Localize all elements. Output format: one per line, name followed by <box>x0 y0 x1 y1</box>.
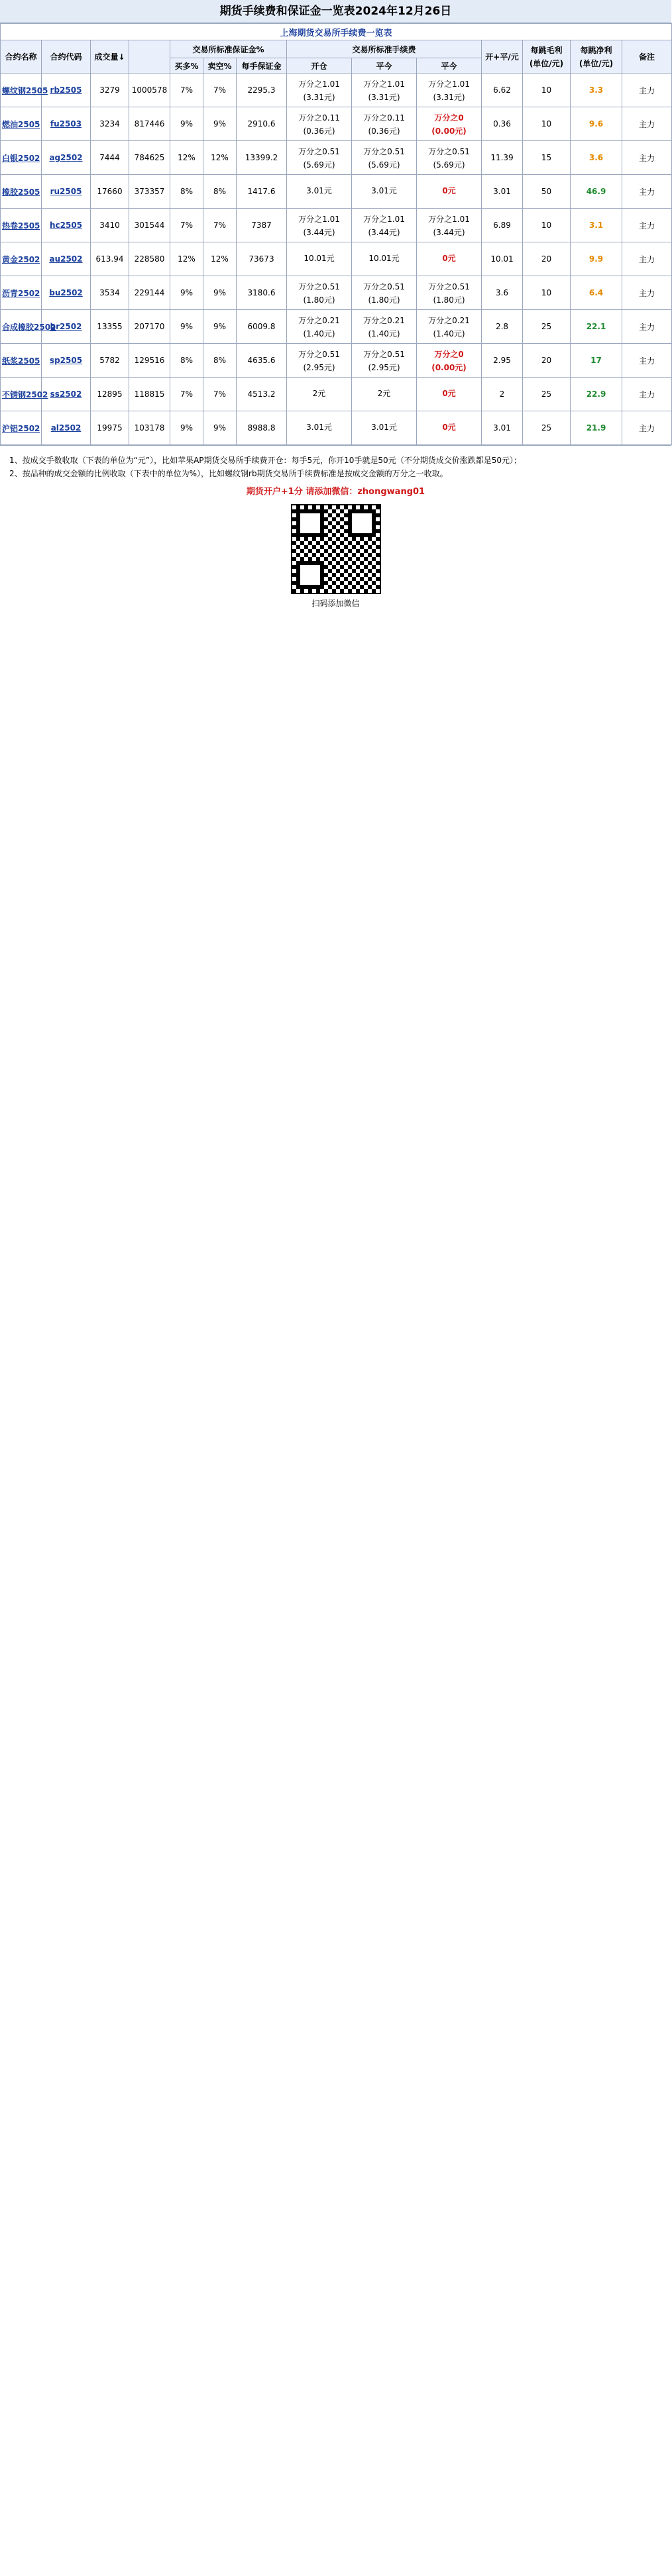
close-today-fee-cell: 0元 <box>417 411 482 445</box>
tick-net-cell: 3.6 <box>571 141 622 175</box>
close-today-fee-cell: 万分之0 (0.00元) <box>417 344 482 378</box>
long-margin-cell: 12% <box>170 141 203 175</box>
note-cell: 主力 <box>622 378 672 411</box>
footer-notes <box>0 445 671 625</box>
round-trip-cell: 3.01 <box>482 411 523 445</box>
contract-code[interactable]: au2502 <box>42 242 91 276</box>
open-fee-cell: 3.01元 <box>287 411 352 445</box>
contract-code[interactable]: ru2505 <box>42 175 91 209</box>
close-today-fee-cell: 万分之0.21 (1.40元) <box>417 310 482 344</box>
qr-code-icon <box>291 504 381 594</box>
volume-cell: 3279 <box>91 74 129 107</box>
volume-cell: 3234 <box>91 107 129 141</box>
contract-code[interactable]: sp2505 <box>42 344 91 378</box>
col-oi <box>129 40 170 74</box>
open-interest-cell: 118815 <box>129 378 170 411</box>
round-trip-cell: 6.89 <box>482 209 523 242</box>
per-lot-margin-cell: 6009.8 <box>237 310 287 344</box>
tick-net-cell: 9.6 <box>571 107 622 141</box>
short-margin-cell: 9% <box>203 276 237 310</box>
fee-sheet <box>0 0 671 625</box>
section-title: 上海期货交易所手续费一览表 <box>1 24 672 40</box>
note-cell: 主力 <box>622 107 672 141</box>
col-volume[interactable]: 成交量↓ <box>91 40 129 74</box>
table-row <box>1 175 672 209</box>
tick-net-cell: 21.9 <box>571 411 622 445</box>
close-today-fee-cell: 0元 <box>417 175 482 209</box>
volume-cell: 19975 <box>91 411 129 445</box>
long-margin-cell: 9% <box>170 107 203 141</box>
table-row <box>1 378 672 411</box>
table-row <box>1 209 672 242</box>
close-fee-cell: 万分之1.01 (3.44元) <box>352 209 417 242</box>
tick-profit-cell: 20 <box>523 242 571 276</box>
tick-net-cell: 3.1 <box>571 209 622 242</box>
qr-caption: 扫码添加微信 <box>311 599 360 608</box>
volume-cell: 7444 <box>91 141 129 175</box>
col-profit: 每跳毛利 (单位/元) <box>523 40 571 74</box>
long-margin-cell: 9% <box>170 411 203 445</box>
contract-name[interactable]: 燃油2505 <box>1 107 42 141</box>
contract-name[interactable]: 合成橡胶2502 <box>1 310 42 344</box>
tick-profit-cell: 15 <box>523 141 571 175</box>
per-lot-margin-cell: 1417.6 <box>237 175 287 209</box>
contract-name[interactable]: 黄金2502 <box>1 242 42 276</box>
note-cell: 主力 <box>622 242 672 276</box>
close-fee-cell: 万分之1.01 (3.31元) <box>352 74 417 107</box>
short-margin-cell: 8% <box>203 344 237 378</box>
close-fee-cell: 3.01元 <box>352 411 417 445</box>
close-today-fee-cell: 0元 <box>417 242 482 276</box>
open-interest-cell: 301544 <box>129 209 170 242</box>
round-trip-cell: 3.01 <box>482 175 523 209</box>
volume-cell: 5782 <box>91 344 129 378</box>
open-interest-cell: 784625 <box>129 141 170 175</box>
close-today-fee-cell: 0元 <box>417 378 482 411</box>
contract-name[interactable]: 螺纹钢2505 <box>1 74 42 107</box>
long-margin-cell: 8% <box>170 175 203 209</box>
short-margin-cell: 9% <box>203 310 237 344</box>
col-tick: 开+平/元 <box>482 40 523 74</box>
open-interest-cell: 207170 <box>129 310 170 344</box>
col-fee-group: 交易所标准手续费 <box>287 40 482 58</box>
close-today-fee-cell: 万分之1.01 (3.44元) <box>417 209 482 242</box>
tick-profit-cell: 10 <box>523 276 571 310</box>
col-close: 平今 <box>352 58 417 74</box>
open-interest-cell: 229144 <box>129 276 170 310</box>
per-lot-margin-cell: 73673 <box>237 242 287 276</box>
close-fee-cell: 万分之0.51 (1.80元) <box>352 276 417 310</box>
open-interest-cell: 373357 <box>129 175 170 209</box>
contract-code[interactable]: fu2503 <box>42 107 91 141</box>
open-interest-cell: 1000578 <box>129 74 170 107</box>
contract-name[interactable]: 纸浆2505 <box>1 344 42 378</box>
open-fee-cell: 2元 <box>287 378 352 411</box>
contract-code[interactable]: ag2502 <box>42 141 91 175</box>
long-margin-cell: 7% <box>170 209 203 242</box>
note-cell: 主力 <box>622 141 672 175</box>
short-margin-cell: 7% <box>203 378 237 411</box>
contract-code[interactable]: hc2505 <box>42 209 91 242</box>
volume-cell: 3534 <box>91 276 129 310</box>
note-cell: 主力 <box>622 310 672 344</box>
open-interest-cell: 228580 <box>129 242 170 276</box>
tick-profit-cell: 10 <box>523 74 571 107</box>
tick-net-cell: 3.3 <box>571 74 622 107</box>
close-today-fee-cell: 万分之0 (0.00元) <box>417 107 482 141</box>
short-margin-cell: 7% <box>203 209 237 242</box>
open-fee-cell: 万分之0.21 (1.40元) <box>287 310 352 344</box>
col-close-today: 平今 <box>417 58 482 74</box>
contract-code[interactable]: bu2502 <box>42 276 91 310</box>
promo-text: 期货开户+1分 请添加微信：zhongwang01 <box>246 487 425 497</box>
short-margin-cell: 9% <box>203 411 237 445</box>
col-note: 备注 <box>622 40 672 74</box>
short-margin-cell: 9% <box>203 107 237 141</box>
per-lot-margin-cell: 7387 <box>237 209 287 242</box>
col-name: 合约名称 <box>1 40 42 74</box>
page-title: 期货手续费和保证金一览表2024年12月26日 <box>0 0 671 23</box>
contract-name[interactable]: 橡胶2505 <box>1 175 42 209</box>
open-interest-cell: 103178 <box>129 411 170 445</box>
open-fee-cell: 万分之1.01 (3.31元) <box>287 74 352 107</box>
close-today-fee-cell: 万分之0.51 (5.69元) <box>417 141 482 175</box>
note-line-2: 2、按品种的成交金额的比例收取（下表中的单位为%），比如螺纹钢rb期货交易所手续费标准是按成交金额的万分之一收取。 <box>9 469 448 478</box>
col-per-lot: 每手保证金 <box>237 58 287 74</box>
tick-profit-cell: 50 <box>523 175 571 209</box>
table-row <box>1 411 672 445</box>
note-cell: 主力 <box>622 276 672 310</box>
contract-name[interactable]: 不锈钢2502 <box>1 378 42 411</box>
long-margin-cell: 7% <box>170 74 203 107</box>
volume-cell: 12895 <box>91 378 129 411</box>
close-fee-cell: 万分之0.51 (2.95元) <box>352 344 417 378</box>
note-cell: 主力 <box>622 411 672 445</box>
tick-net-cell: 22.1 <box>571 310 622 344</box>
table-row <box>1 242 672 276</box>
tick-profit-cell: 25 <box>523 378 571 411</box>
note-cell: 主力 <box>622 344 672 378</box>
round-trip-cell: 10.01 <box>482 242 523 276</box>
short-margin-cell: 8% <box>203 175 237 209</box>
per-lot-margin-cell: 8988.8 <box>237 411 287 445</box>
per-lot-margin-cell: 4635.6 <box>237 344 287 378</box>
contract-code[interactable]: rb2505 <box>42 74 91 107</box>
tick-profit-cell: 10 <box>523 209 571 242</box>
tick-net-cell: 6.4 <box>571 276 622 310</box>
long-margin-cell: 9% <box>170 276 203 310</box>
tick-profit-cell: 25 <box>523 411 571 445</box>
close-today-fee-cell: 万分之1.01 (3.31元) <box>417 74 482 107</box>
short-margin-cell: 7% <box>203 74 237 107</box>
open-fee-cell: 万分之0.51 (5.69元) <box>287 141 352 175</box>
long-margin-cell: 9% <box>170 310 203 344</box>
table-row <box>1 107 672 141</box>
table-row <box>1 141 672 175</box>
open-fee-cell: 3.01元 <box>287 175 352 209</box>
round-trip-cell: 2 <box>482 378 523 411</box>
open-interest-cell: 817446 <box>129 107 170 141</box>
per-lot-margin-cell: 2295.3 <box>237 74 287 107</box>
tick-net-cell: 9.9 <box>571 242 622 276</box>
fee-table <box>0 23 672 445</box>
col-margin-group: 交易所标准保证金% <box>170 40 287 58</box>
table-row <box>1 276 672 310</box>
table-row <box>1 310 672 344</box>
col-open: 开仓 <box>287 58 352 74</box>
tick-net-cell: 46.9 <box>571 175 622 209</box>
short-margin-cell: 12% <box>203 141 237 175</box>
note-cell: 主力 <box>622 209 672 242</box>
col-long: 买多% <box>170 58 203 74</box>
contract-code[interactable]: ss2502 <box>42 378 91 411</box>
tick-net-cell: 22.9 <box>571 378 622 411</box>
tick-profit-cell: 25 <box>523 310 571 344</box>
contract-name[interactable]: 热卷2505 <box>1 209 42 242</box>
close-fee-cell: 10.01元 <box>352 242 417 276</box>
tick-profit-cell: 10 <box>523 107 571 141</box>
long-margin-cell: 12% <box>170 242 203 276</box>
short-margin-cell: 12% <box>203 242 237 276</box>
round-trip-cell: 2.8 <box>482 310 523 344</box>
open-interest-cell: 129516 <box>129 344 170 378</box>
tick-profit-cell: 20 <box>523 344 571 378</box>
volume-cell: 3410 <box>91 209 129 242</box>
open-fee-cell: 万分之0.51 (1.80元) <box>287 276 352 310</box>
round-trip-cell: 6.62 <box>482 74 523 107</box>
open-fee-cell: 万分之1.01 (3.44元) <box>287 209 352 242</box>
open-fee-cell: 万分之0.51 (2.95元) <box>287 344 352 378</box>
contract-name[interactable]: 沥青2502 <box>1 276 42 310</box>
close-fee-cell: 万分之0.21 (1.40元) <box>352 310 417 344</box>
round-trip-cell: 3.6 <box>482 276 523 310</box>
table-body <box>1 74 672 445</box>
contract-code[interactable]: al2502 <box>42 411 91 445</box>
col-short: 卖空% <box>203 58 237 74</box>
note-cell: 主力 <box>622 74 672 107</box>
volume-cell: 17660 <box>91 175 129 209</box>
tick-net-cell: 17 <box>571 344 622 378</box>
close-fee-cell: 2元 <box>352 378 417 411</box>
table-row <box>1 344 672 378</box>
close-fee-cell: 万分之0.51 (5.69元) <box>352 141 417 175</box>
long-margin-cell: 7% <box>170 378 203 411</box>
contract-name[interactable]: 沪铝2502 <box>1 411 42 445</box>
contract-code[interactable]: br2502 <box>42 310 91 344</box>
col-code: 合约代码 <box>42 40 91 74</box>
open-fee-cell: 10.01元 <box>287 242 352 276</box>
volume-cell: 613.94 <box>91 242 129 276</box>
long-margin-cell: 8% <box>170 344 203 378</box>
volume-cell: 13355 <box>91 310 129 344</box>
per-lot-margin-cell: 3180.6 <box>237 276 287 310</box>
contract-name[interactable]: 白银2502 <box>1 141 42 175</box>
close-fee-cell: 3.01元 <box>352 175 417 209</box>
round-trip-cell: 2.95 <box>482 344 523 378</box>
note-line-1: 1、按成交手数收取（下表的单位为“元”），比如苹果AP期货交易所手续费开仓：每手5元，你开10手就是50元（不分期货成交价涨跌都是50元）； <box>9 456 522 465</box>
note-cell: 主力 <box>622 175 672 209</box>
table-row <box>1 74 672 107</box>
open-fee-cell: 万分之0.11 (0.36元) <box>287 107 352 141</box>
round-trip-cell: 11.39 <box>482 141 523 175</box>
per-lot-margin-cell: 2910.6 <box>237 107 287 141</box>
round-trip-cell: 0.36 <box>482 107 523 141</box>
close-fee-cell: 万分之0.11 (0.36元) <box>352 107 417 141</box>
per-lot-margin-cell: 13399.2 <box>237 141 287 175</box>
per-lot-margin-cell: 4513.2 <box>237 378 287 411</box>
col-net: 每跳净利 (单位/元) <box>571 40 622 74</box>
close-today-fee-cell: 万分之0.51 (1.80元) <box>417 276 482 310</box>
